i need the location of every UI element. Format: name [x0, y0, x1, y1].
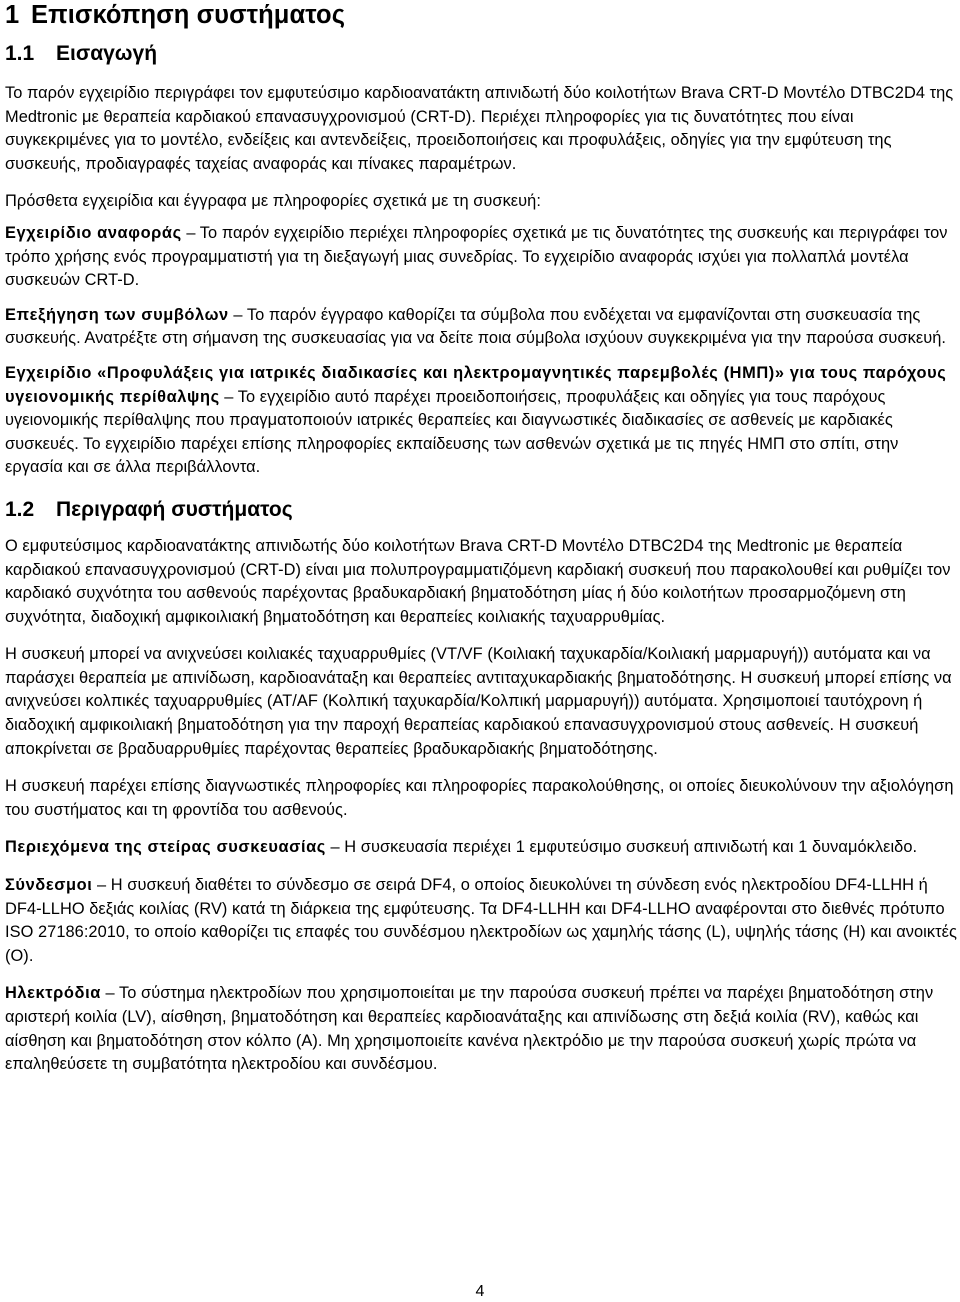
dash: –	[100, 984, 119, 1003]
additional-docs-lead: Πρόσθετα εγχειρίδια και έγγραφα με πληροφορίες σχετικά με τη συσκευή:	[5, 192, 541, 211]
definition-term: Σύνδεσμοι	[5, 876, 93, 895]
chapter-title: Επισκόπηση συστήματος	[31, 1, 346, 29]
page-number: 4	[475, 1283, 485, 1300]
document-page	[5, 0, 957, 1077]
chapter-number: 1	[5, 1, 20, 29]
system-paragraph: Ο εμφυτεύσιμος καρδιοανατάκτης απινιδωτής δύο κοιλοτήτων Brava CRT-D Μοντέλο DTBC2D4 της Medtronic με θεραπεία καρδιακού επανασυγχρονισμού (CRT-D) είναι μια πολυπρογραμματιζόμενη καρδιακή συσκευή που παρακολουθεί και ρυθμίζει τον καρδιακό συχνότητα του ασθενούς παρέχοντας βραδυκαρδιακή βηματοδότηση μίας ή δύο κοιλοτήτων προσαρμοζόμενη στη συχνότητα, διαδοχική αμφικοιλιακή βηματοδότηση και θεραπείες κοιλιακής ταχυαρρυθμίας.	[5, 536, 951, 626]
system-paragraph: Η συσκευή παρέχει επίσης διαγνωστικές πληροφορίες και πληροφορίες παρακολούθησης, οι οποίες διευκολύνουν την αξιολόγηση του συστήματος και τη φροντίδα του ασθενούς.	[5, 777, 954, 819]
dash: –	[325, 838, 345, 857]
definition-term: Περιεχόμενα της στείρας συσκευασίας	[5, 838, 326, 857]
doc-term: Εγχειρίδιο «Προφυλάξεις για ιατρικές διαδικασίες και ηλεκτρομαγνητικές παρεμβολές (ΗΜΠ)» για τους παρόχους υγειονομικής περίθαλψης	[5, 363, 947, 406]
dash: –	[92, 876, 111, 895]
definition-connectors	[5, 874, 957, 968]
system-paragraph: Η συσκευή μπορεί να ανιχνεύσει κοιλιακές ταχυαρρυθμίες (VT/VF (Κοιλιακή ταχυκαρδία/Κοιλιακή μαρμαρυγή)) αυτόματα και να παράσχει θεραπεία με απινίδωση, καρδιοανάταξη και θεραπείες αντιταχυκαρδιακής βηματοδότησης. Η συσκευή μπορεί επίσης να ανιχνεύσει κολπικές ταχυαρρυθμίες (AT/AF (Κολπική ταχυκαρδία/Κολπική μαρμαρυγή)) αυτόματα. Χρησιμοποιεί ταυτόχρονη ή διαδοχική αμφικοιλιακή βηματοδότηση για την παροχή θεραπείας καρδιακού επανασυγχρονισμού στους ασθενείς. Η συσκευή αποκρίνεται σε βραδυαρρυθμίες παρέχοντας θεραπείες βραδυκαρδιακής βηματοδότησης.	[5, 645, 952, 758]
doc-text: Το παρόν εγχειρίδιο περιέχει πληροφορίες σχετικά με τις δυνατότητες της συσκευής και περιγράφει τον τρόπο χρήσης ενός προγραμματιστή για τη διεξαγωγή μιας συνεδρίας. Το εγχειρίδιο αναφοράς ισχύει για πολλαπλά μοντέλα συσκευών CRT-D.	[5, 223, 948, 290]
dash: –	[228, 305, 247, 324]
doc-text: Το εγχειρίδιο αυτό παρέχει προειδοποιήσεις, προφυλάξεις και οδηγίες για τους παρόχους υγειονομικής περίθαλψης που πραγματοποιούν ιατρικές θεραπείες και διαγνωστικές διαδικασίες σε ασθενείς με καρδιακές συσκευές. Το εγχειρίδιο παρέχει επίσης πληροφορίες εκπαίδευσης των ασθενών σχετικά με τις πηγές ΗΜΠ στο σπίτι, στην εργασία και σε άλλα περιβάλλοντα.	[5, 387, 899, 477]
section-heading-system-description	[5, 496, 957, 524]
dash: –	[219, 387, 238, 406]
section-title: Εισαγωγή	[56, 42, 158, 65]
doc-entry-reference-manual	[5, 222, 957, 293]
chapter-heading	[5, 0, 957, 30]
doc-entry-symbols	[5, 304, 957, 351]
section-heading-intro	[5, 40, 957, 68]
doc-text: Το παρόν έγγραφο καθορίζει τα σύμβολα που ενδέχεται να εμφανίζονται στη συσκευασία της συσκευής. Ανατρέξτε στη σήμανση της συσκευασίας για να δείτε ποια σύμβολα ισχύουν συγκεκριμένα για την παρούσα συσκευή.	[5, 305, 946, 348]
definition-term: Ηλεκτρόδια	[5, 984, 101, 1003]
definition-text: Η συσκευή διαθέτει το σύνδεσμο σε σειρά DF4, ο οποίος διευκολύνει τη σύνδεση ενός ηλεκτροδίου DF4-LLHH ή DF4-LLHO δεξιάς κοιλίας (RV) κατά τη διάρκεια της εμφύτευσης. Τα DF4-LLHH και DF4-LLHO αναφέρονται στο διεθνές πρότυπο ISO 27186:2010, το οποίο καθορίζει τις επαφές του συνδέσμου ηλεκτροδίων ως χαμηλής τάσης (L), υψηλής τάσης (H) και ανοικτές (O).	[5, 876, 957, 965]
definition-package-contents	[5, 836, 957, 860]
definition-text: Το σύστημα ηλεκτροδίων που χρησιμοποιείται με την παρούσα συσκευή πρέπει να παρέχει βηματοδότηση στην αριστερή κοιλία (LV), αίσθηση, βηματοδότηση και θεραπείες καρδιοανάταξης και απινίδωσης στη δεξιά κοιλία (RV), καθώς και αίσθηση και βηματοδότηση στον κόλπο (A). Μη χρησιμοποιείτε κανένα ηλεκτρόδιο με την παρούσα συσκευή χωρίς πρώτα να επαληθεύσετε τη συμβατότητα ηλεκτροδίου και συνδέσμου.	[5, 984, 934, 1074]
doc-entry-emi-manual	[5, 362, 957, 480]
section-number: 1.2	[5, 497, 35, 521]
section-number: 1.1	[5, 42, 35, 65]
definition-leads	[5, 982, 957, 1076]
dash: –	[181, 223, 200, 242]
doc-term: Εγχειρίδιο αναφοράς	[5, 223, 182, 242]
doc-term: Επεξήγηση των συμβόλων	[5, 305, 229, 324]
intro-paragraph: Το παρόν εγχειρίδιο περιγράφει τον εμφυτεύσιμο καρδιοανατάκτη απινιδωτή δύο κοιλοτήτων Brava CRT-D Μοντέλο DTBC2D4 της Medtronic με θεραπεία καρδιακού επανασυγχρονισμού (CRT-D). Περιέχει πληροφορίες για τις δυνατότητες που είναι συγκεκριμένες για το μοντέλο, ενδείξεις και αντενδείξεις, προειδοποιήσεις και προφυλάξεις, οδηγίες για την εμφύτευση της συσκευής, προδιαγραφές ταχείας αναφοράς και πίνακες παραμέτρων.	[5, 84, 954, 173]
definition-text: Η συσκευασία περιέχει 1 εμφυτεύσιμο συσκευή απινιδωτή και 1 δυναμόκλειδο.	[344, 838, 918, 857]
section-title: Περιγραφή συστήματος	[56, 497, 293, 521]
